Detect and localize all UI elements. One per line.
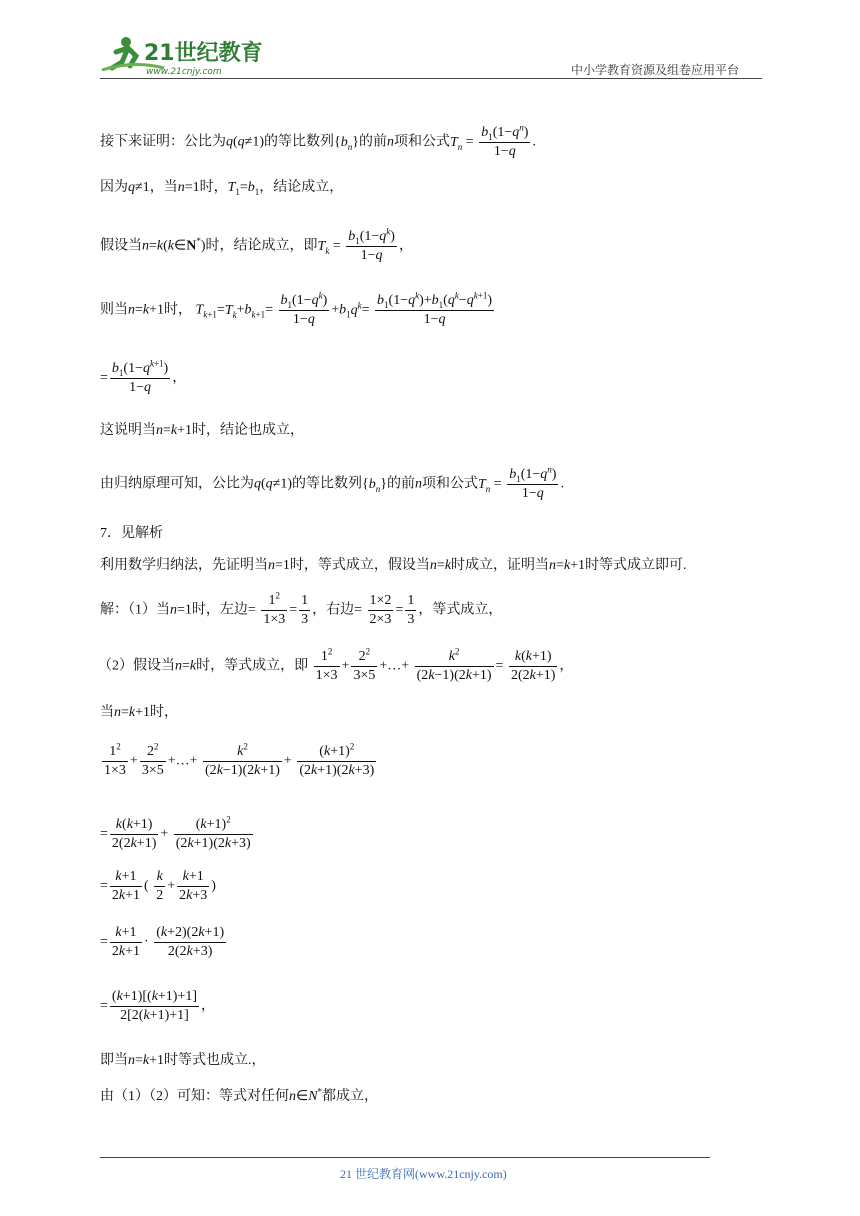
proof-line-3: 假设当n=k(k∈N*)时，结论成立，即$T_k$ = $\frac{b_1(1-q^k)}{1-q}$ ， xyxy=(100,226,413,263)
logo-image xyxy=(94,30,264,78)
proof-line-1: 接下来证明：公比为q(q≠1)的等比数列$\{b_n\}$的前n项和公式$T_n$ = $\frac{b_1(1-q^n)}{1-q}$ . xyxy=(100,122,536,159)
q7-line-6: = $\frac{k(k+1)}{2(2k+1)}$ + $\frac{(k+1)^2}{(2k+1)(2k+3)}$ xyxy=(100,814,251,851)
q7-line-4: 当n=k+1时， xyxy=(100,705,179,720)
proof-line-2: 因为q≠1，当n=1时，$T_1=b_1$，结论成立， xyxy=(100,180,344,197)
q7-line-7: = $\frac{k+1}{2k+1}$ ( $\frac{k}{2}$ + $\frac{k+1}{2k+3}$ ) xyxy=(100,869,216,903)
q7-line-2: 解：（1）当n=1时，左边= $\frac{1^2}{1\times 3}$ = $\frac{1}{3}$ ，右边= $\frac{1\times 2}{2\times 3}$ = $\frac{1}{3}$ ，等式成立， xyxy=(100,590,503,627)
svg-text:www.21cnjy.com: www.21cnjy.com xyxy=(146,67,222,77)
header-right-text: 中小学教育资源及组卷应用平台 xyxy=(571,63,740,77)
question-7-heading: 7．见解析 xyxy=(100,526,163,541)
q7-line-3: （2）假设当n=k时，等式成立，即 $\frac{1^2}{1\times 3}$ + $\frac{2^2}{3\times 5}$ +…+ $\frac{k^2}{(2k-1)(2k+1)}$ = $\frac{k(k+1)}{2(2k+1)}$ ， xyxy=(98,646,574,683)
q7-line-5: $\frac{1^2}{1\times 3}$ + $\frac{2^2}{3\times 5}$ +…+ $\frac{k^2}{(2k-1)(2k+1)}$ + $\frac{(k+1)^2}{(2k+1)(2k+3)}$ xyxy=(104,741,375,778)
q7-line-11: 由（1）（2）可知：等式对任何n∈N*都成立， xyxy=(100,1086,379,1104)
proof-line-5: = $\frac{b_1(1-q^{k+1})}{1-q}$ ， xyxy=(100,358,187,395)
footer-divider xyxy=(100,1157,710,1158)
q7-line-9: = $\frac{(k+1)[(k+1)+1]}{2[2(k+1)+1]}$ ， xyxy=(100,989,216,1023)
proof-line-7: 由归纳原理可知，公比为q(q≠1)的等比数列$\{b_n\}$的前n项和公式$T_n$ = $\frac{b_1(1-q^n)}{1-q}$ . xyxy=(100,464,564,501)
q7-line-1: 利用数学归纳法，先证明当n=1时，等式成立，假设当n=k时成立，证明当n=k+1时等式成立即可. xyxy=(100,558,687,573)
proof-line-4: 则当n=k+1时， $T_{k+1}=T_k+b_{k+1}=$ $\frac{b_1(1-q^k)}{1-q}$ $+b_1q^k=$ $\frac{b_1(1-q^k)+b_1(q^k-q^{k+1})}{1-q}$ xyxy=(100,290,492,327)
logo-text: 21世纪教育 xyxy=(144,41,263,66)
header-divider xyxy=(100,78,762,79)
q7-line-10: 即当n=k+1时等式也成立.， xyxy=(100,1053,266,1068)
proof-line-6: 这说明当n=k+1时，结论也成立， xyxy=(100,423,305,438)
footer-text: 21 世纪教育网(www.21cnjy.com) xyxy=(340,1167,507,1181)
q7-line-8: = $\frac{k+1}{2k+1}$ · $\frac{(k+2)(2k+1)}{2(2k+3)}$ xyxy=(100,925,225,959)
